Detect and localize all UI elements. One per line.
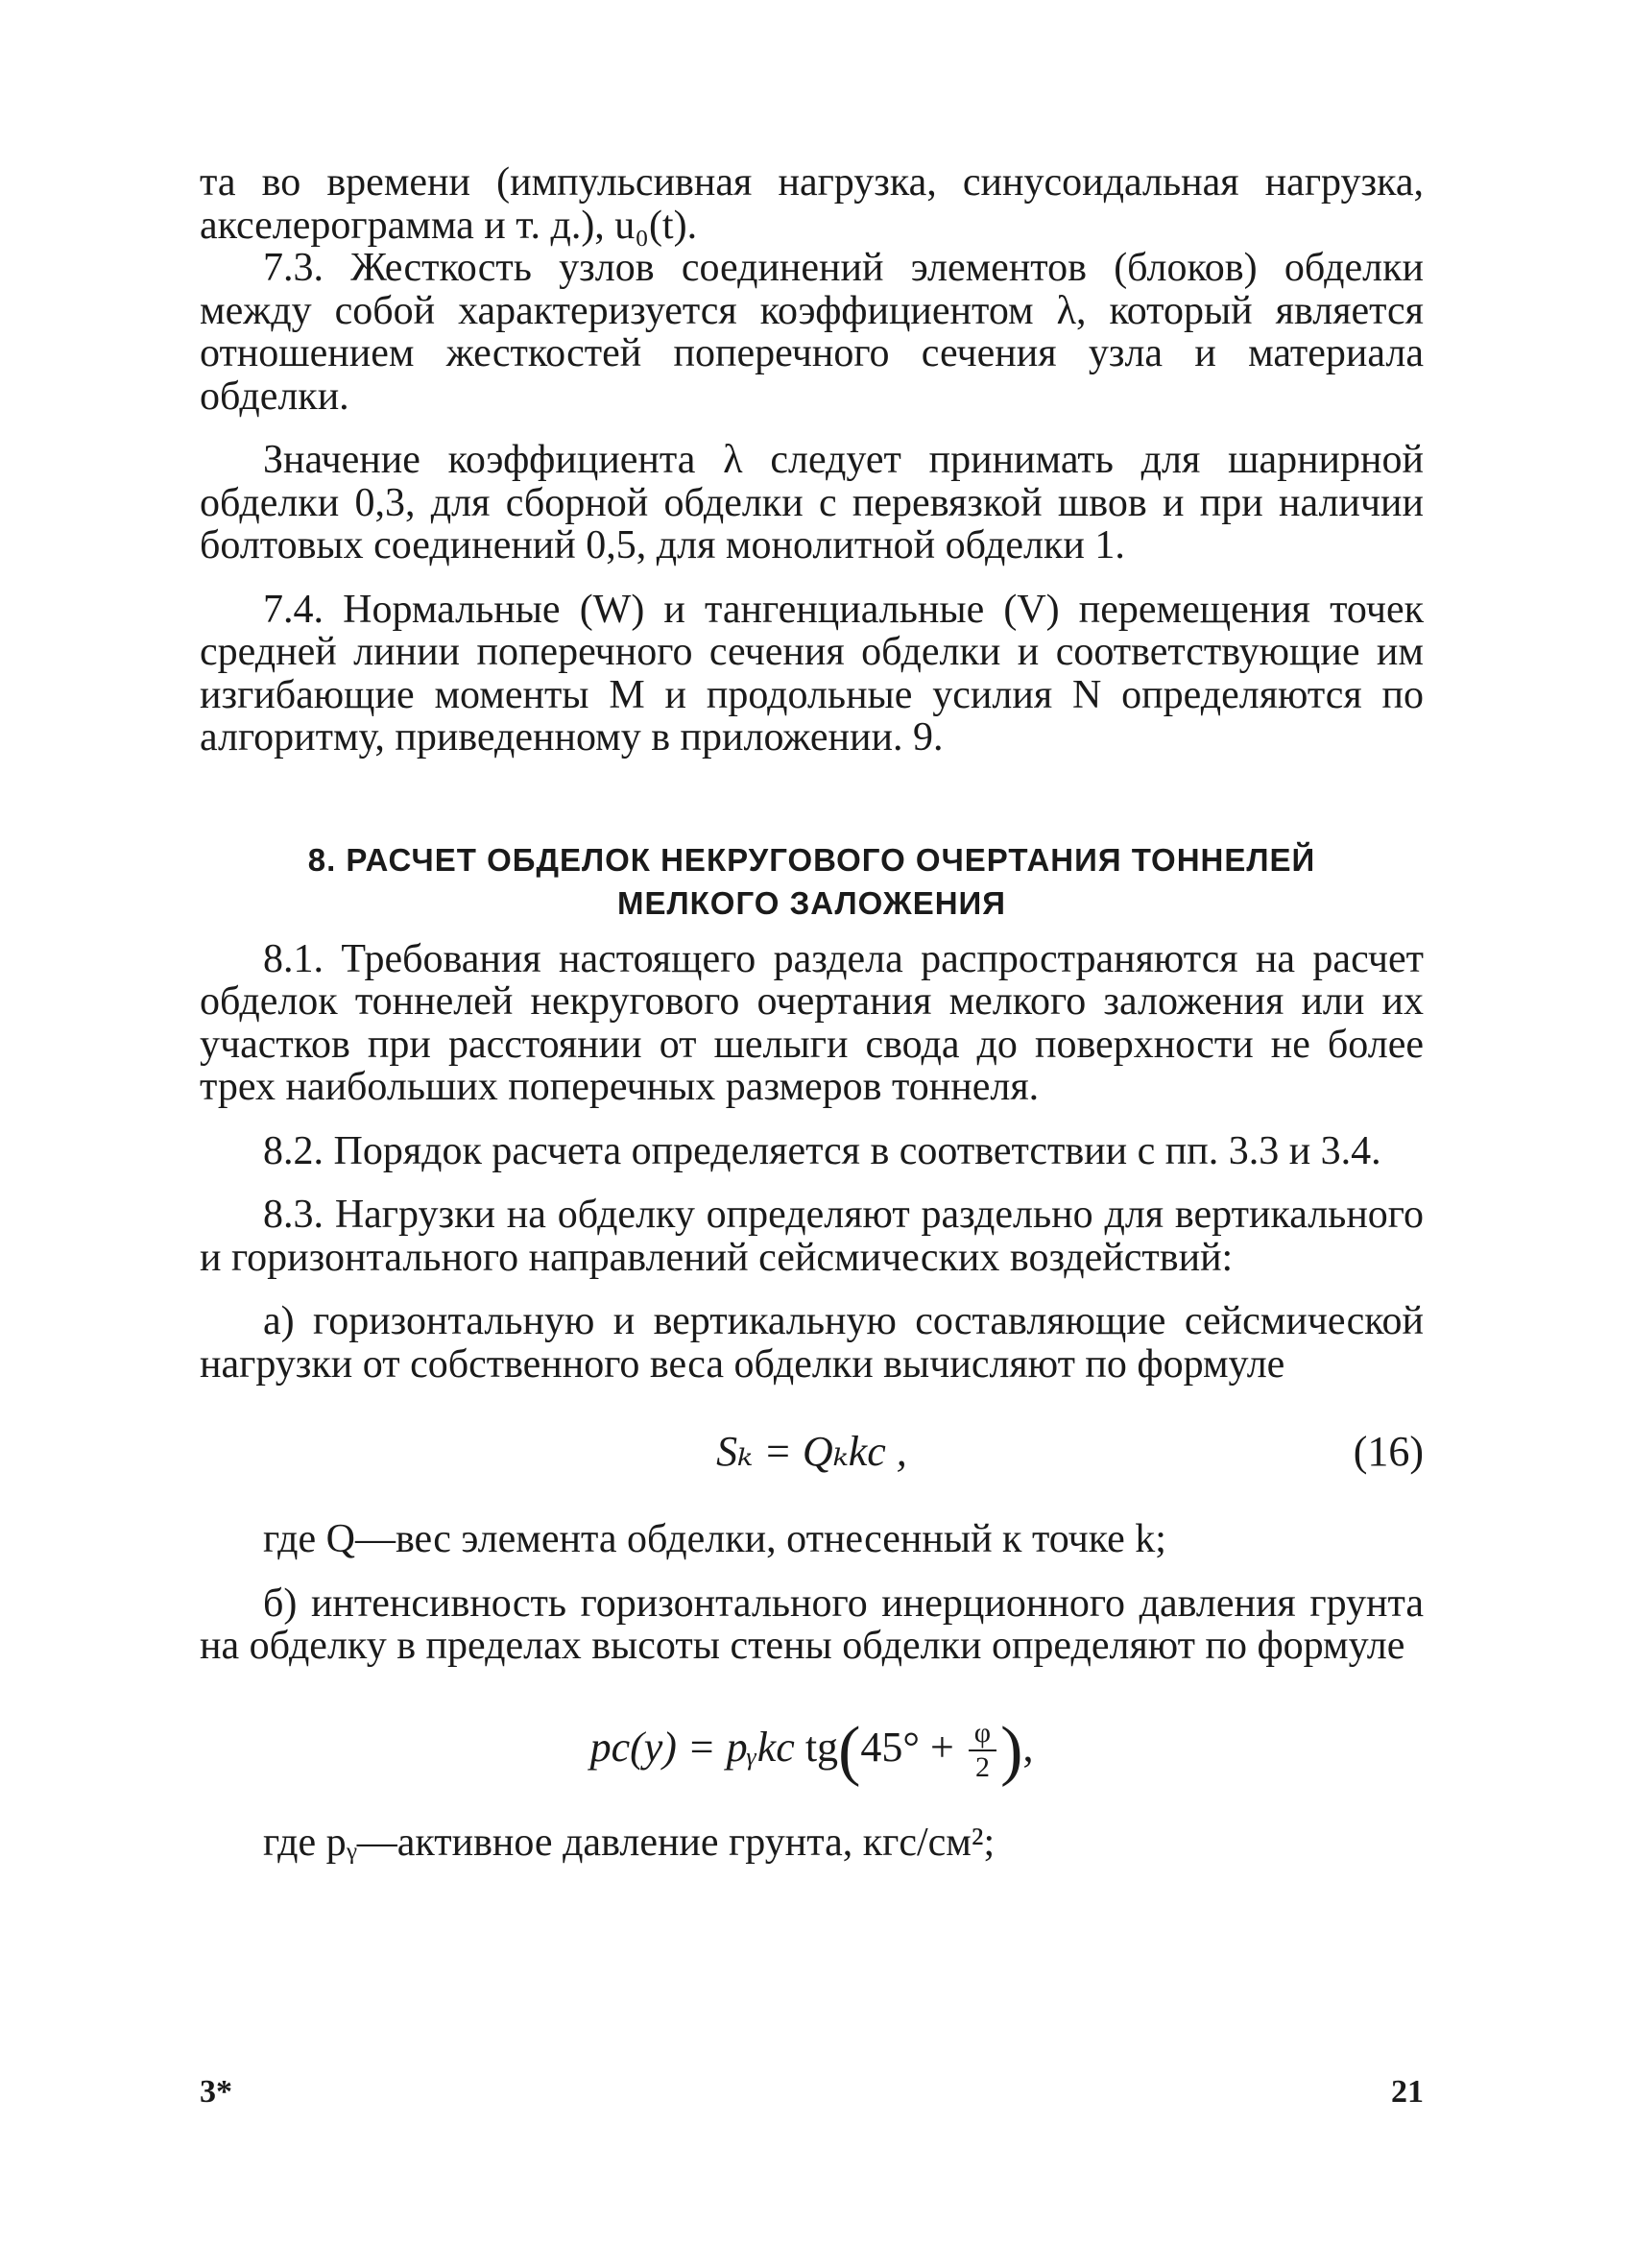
formula-16-rhs: = Qₖkс ,	[763, 1428, 907, 1475]
formula-16	[200, 1411, 1424, 1493]
signature-mark: 3*	[200, 2074, 232, 2110]
formula-pressure-lhs: pс(y) = pᵧkс	[589, 1723, 795, 1771]
paragraph-where-q: где Q—вес элемента обделки, отнесенный к точке k;	[263, 1517, 1166, 1561]
paragraph-8-1: 8.1. Требования настоящего раздела распространяются на расчет обделок тоннелей некругового очертания мелкого заложения или их участков при расстоянии от шелыги свода до поверхности не более трех наибольших поперечных размеров тоннеля.	[200, 936, 1424, 1109]
left-paren: (	[838, 1713, 861, 1788]
section-heading-line-2: МЕЛКОГО ЗАЛОЖЕНИЯ	[617, 884, 1006, 921]
formula-16-expression	[200, 1411, 1424, 1493]
section-heading-8	[200, 838, 1424, 925]
paragraph-item-b: б) интенсивность горизонтального инерционного давления грунта на обделку в пределах высоты стены обделки определяют по формуле	[200, 1580, 1424, 1668]
right-paren: )	[1000, 1713, 1023, 1788]
section-heading-line-1: 8. РАСЧЕТ ОБДЕЛОК НЕКРУГОВОГО ОЧЕРТАНИЯ ТОННЕЛЕЙ	[307, 841, 1316, 878]
fraction-numerator: φ	[969, 1717, 996, 1751]
paragraph-item-a: а) горизонтальную и вертикальную составляющие сейсмической нагрузки от собственного веса обделки вычисляют по формуле	[200, 1299, 1424, 1387]
paragraph-continuation: та во времени (импульсивная нагрузка, синусоидальная нагрузка, акселерограмма и т. д.), u₀(t).	[200, 160, 1424, 248]
formula-pressure-expression	[200, 1695, 1424, 1804]
paragraph-lambda-values: Значение коэффициента λ следует принимать для шарнирной обделки 0,3, для сборной обделки с перевязкой швов и при наличии болтовых соединений 0,5, для монолитной обделки 1.	[200, 438, 1424, 567]
paragraph-8-2: 8.2. Порядок расчета определяется в соответствии с пп. 3.3 и 3.4.	[263, 1128, 1381, 1173]
formula-pressure	[200, 1695, 1424, 1800]
formula-pressure-inner: 45° +	[860, 1723, 954, 1771]
page-footer	[200, 2074, 1424, 2122]
paragraph-8-3: 8.3. Нагрузки на обделку определяют раздельно для вертикального и горизонтального направлений сейсмических воздействий:	[200, 1193, 1424, 1280]
paragraph-where-py: где pᵧ—активное давление грунта, кгс/см²;	[263, 1820, 996, 1865]
formula-fraction	[969, 1717, 996, 1784]
formula-16-lhs: Sₖ	[716, 1428, 754, 1475]
formula-16-number: (16)	[1353, 1428, 1424, 1475]
page-number: 21	[1391, 2074, 1424, 2110]
paragraph-7-4: 7.4. Нормальные (W) и тангенциальные (V) перемещения точек средней линии поперечного сечения обделки и соответствующие им изгибающие моменты M и продольные усилия N определяются по алгоритму, приведенному в приложении. 9.	[200, 587, 1424, 760]
formula-pressure-tail: ,	[1022, 1723, 1034, 1771]
formula-pressure-tg: tg	[804, 1723, 839, 1771]
fraction-denominator: 2	[974, 1751, 990, 1784]
page-body	[200, 161, 1424, 1864]
paragraph-7-3: 7.3. Жесткость узлов соединений элементов (блоков) обделки между собой характеризуется коэффициентом λ, который является отношением жесткостей поперечного сечения узла и материала обделки.	[200, 246, 1424, 419]
